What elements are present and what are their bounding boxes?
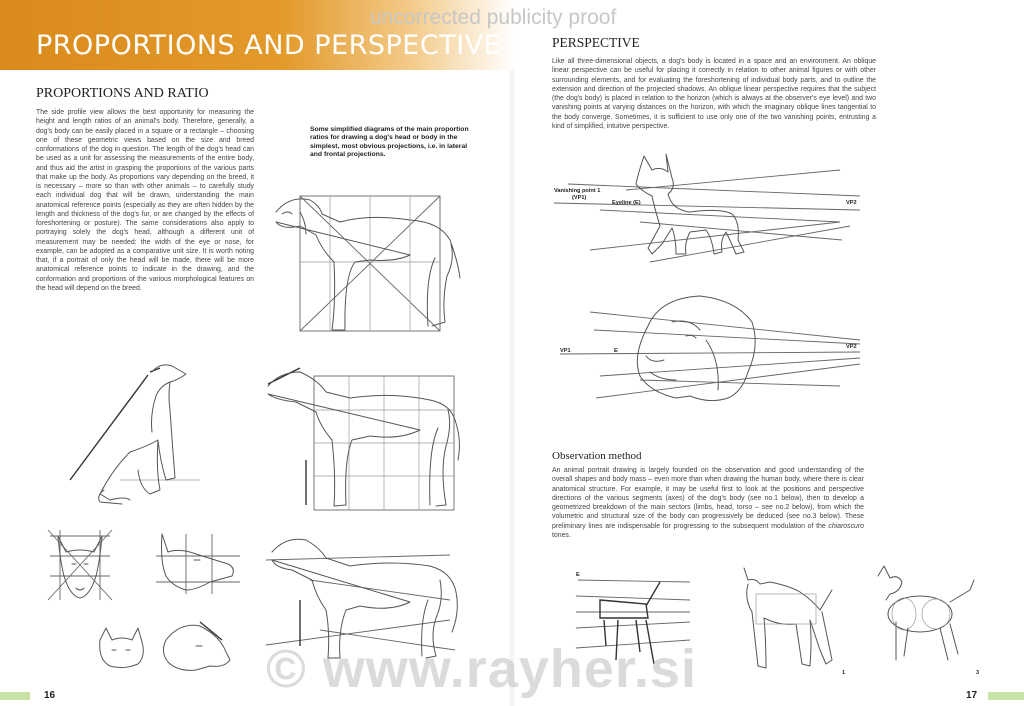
perspective-body: Like all three-dimensional objects, a dog's body is located in a space and an environment. An oblique linear perspective can be useful for placing it correctly in relation to other animal figures or with other surrounding elements, and for evaluating the foreshortening of individual body parts, and to outline the extension and direction of the projected shadows. An oblique linear perspective requires that the subject (the dog's body) is placed in relation to the horizon (which is always at the observer's eye level) and two vanishing points at varying distances on the horizon, with which the imaginary oblique lines tangential to the body converge. Sometimes, it is sufficient to use only one of the two vanishing points, entrusting a kind of simplified, intuitive perspective.	[552, 58, 876, 130]
diagram2-vp1-label: VP1	[560, 348, 571, 354]
proportions-body: The side profile view allows the best opportunity for measuring the height and length ratios of an animal's body. Therefore, generally, a dog's body can be easily placed in a square or a rectangle – choosing one of these geometric views based on the size and breed conformations of the dog in question. The length of the dog's head can be used as a unit for assessing the measurements of the entire body, and thus aid the artist in grasping the proportions of the various parts that make up the body. As proportions vary depending on the breed, it is necessary – more so than with other animals – to carefully study each individual dog that will be drawn, understanding the main anatomical reference points (especially as they are often hidden by the length and thickness of the dog's fur, or are changed by the effects of foreshortening or posture). The same considerations also apply to portraying solely the dog's head, although a different unit of measurement may be needed: the width of the eye or nose, for example, can be adopted as a comparative unit size. It is worth noting that, if a portrait of only the head will be made, there will be more anatomical reference points to indicate in the drawing, and the conformation and proportions of the various morphological features on the head will depend on the breed.	[36, 109, 254, 292]
proportions-title: PROPORTIONS AND RATIO	[36, 86, 209, 101]
left-page-bar	[0, 692, 30, 700]
proof-stamp: uncorrected publicity proof	[370, 6, 617, 29]
diagram2-e-label: E	[614, 348, 618, 354]
observation-body-italic: chiaroscuro	[828, 522, 864, 530]
observation-sketch-geometric	[744, 568, 845, 676]
observation-sketch-volumetric	[878, 566, 979, 676]
eyeline-label: Eyeline (E)	[612, 200, 641, 206]
figure-number-3: 3	[976, 670, 980, 676]
vp1-abbr-label: (VP1)	[572, 195, 587, 201]
observation-body-text: An animal portrait drawing is largely founded on the observation and good understanding of the overall shapes and body mass – even more than when drawing the human body, where there is clear anatomical structure. For example, it may be useful first to look at the positions and perspective directions of the various segments (axes) of the dog's body (see no.1 below), then to develop a geometrized breakdown of the main sectors (limbs, head, torso – see no.2 below), from which the volumetric and structural size of the body can progressively be deduced (see no.3 below). These preliminary lines are indispensable for progressing to the subsequent modulation of the	[552, 467, 864, 530]
page-number-right: 17	[966, 690, 978, 701]
page-number-left: 16	[44, 690, 56, 701]
observation-e-label: E	[576, 572, 580, 578]
chapter-title: PROPORTIONS AND PERSPECTIVE	[36, 30, 502, 61]
diagrams-caption: Some simplified diagrams of the main proportion ratios for drawing a dog's head or body in the simplest, most obvious projections, i.e. in lateral and frontal projections.	[310, 126, 469, 158]
right-page-bar	[988, 692, 1024, 700]
figure-number-1: 1	[842, 670, 846, 676]
observation-title: Observation method	[552, 450, 642, 462]
copyright-watermark: © www.rayher.si	[266, 639, 697, 699]
observation-body-end: tones.	[552, 531, 571, 539]
vp2-label: VP2	[846, 200, 857, 206]
diagram2-vp2-label: VP2	[846, 344, 857, 350]
perspective-diagram-dog-head	[560, 296, 860, 401]
perspective-diagram-standing-dog	[554, 154, 860, 262]
perspective-title: PERSPECTIVE	[552, 35, 640, 50]
vp1-label: Vanishing point 1	[554, 188, 601, 194]
